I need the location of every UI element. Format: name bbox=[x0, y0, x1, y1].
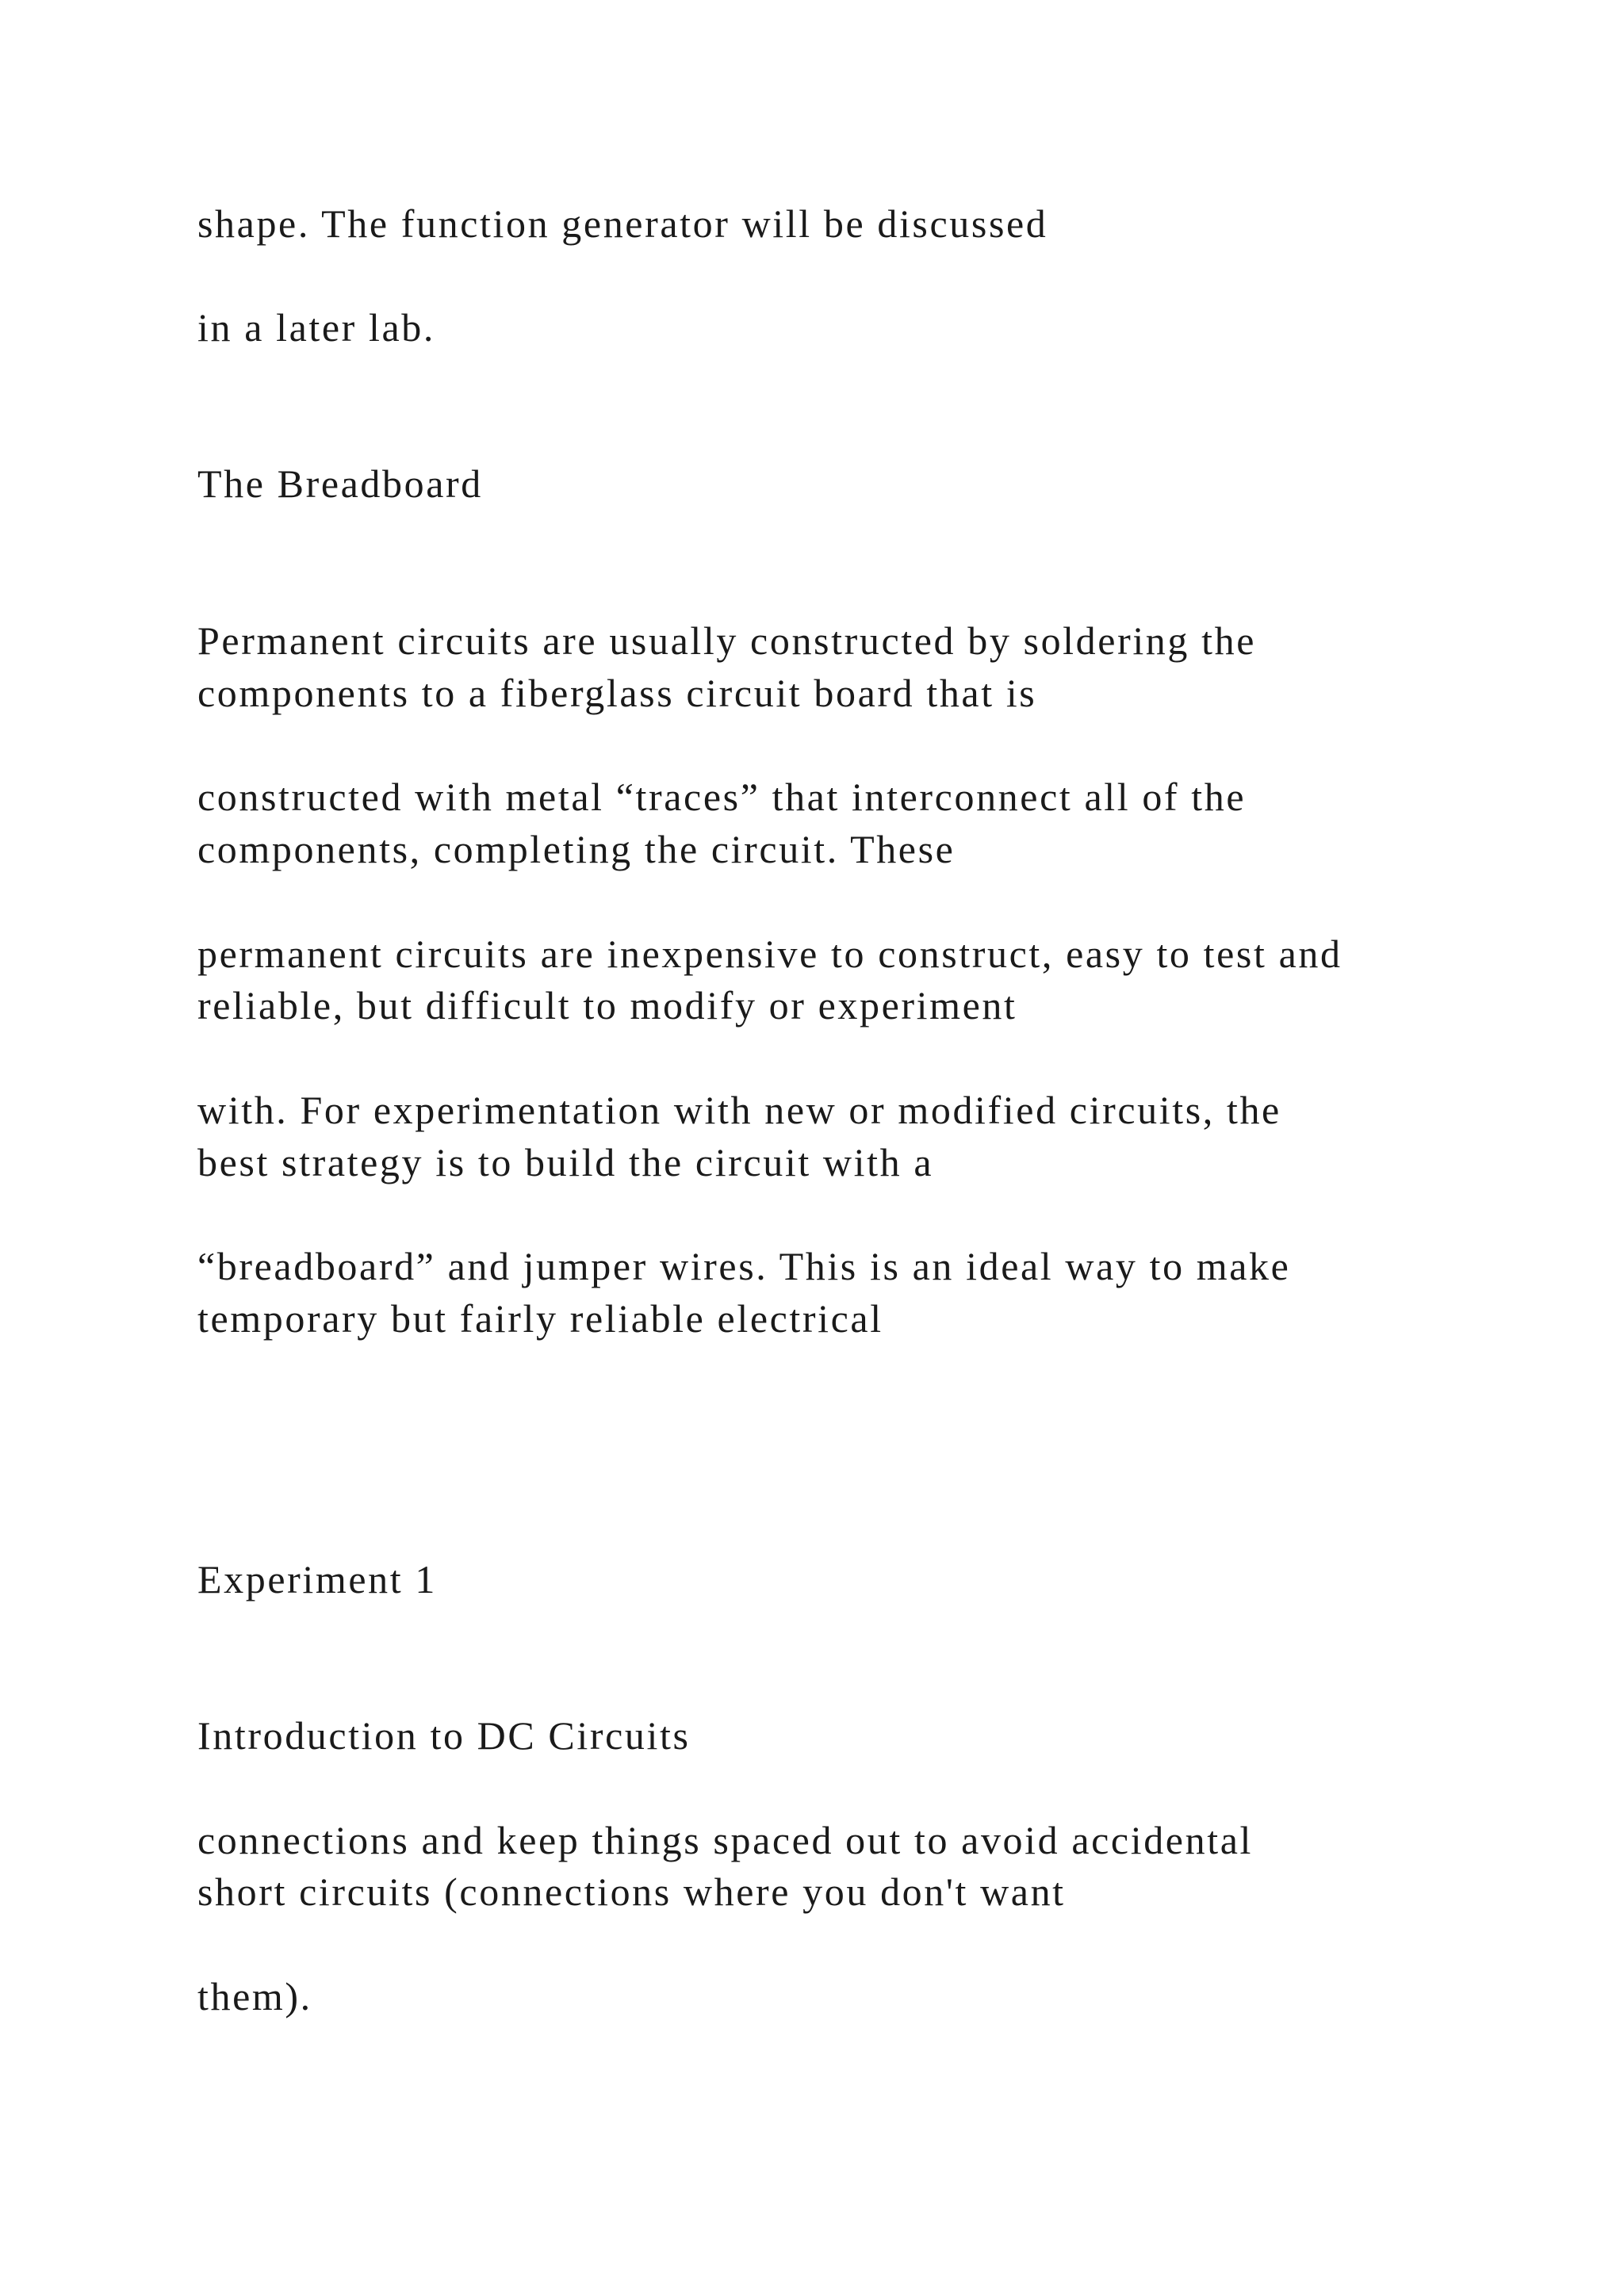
permanent-line-4b: best strategy is to build the circuit with a bbox=[197, 1140, 934, 1184]
section-heading-breadboard: The Breadboard bbox=[197, 461, 483, 506]
intro-line-1: shape. The function generator will be discussed bbox=[197, 201, 1048, 246]
running-header-experiment: Experiment 1 bbox=[197, 1557, 437, 1601]
permanent-line-2a: constructed with metal “traces” that interconnect all of the bbox=[197, 775, 1247, 819]
permanent-line-2b: components, completing the circuit. These bbox=[197, 827, 956, 871]
permanent-line-3a: permanent circuits are inexpensive to construct, easy to test and bbox=[197, 932, 1342, 976]
intro-line-2: in a later lab. bbox=[197, 305, 435, 350]
permanent-line-1b: components to a fiberglass circuit board that is bbox=[197, 671, 1037, 715]
running-header-title: Introduction to DC Circuits bbox=[197, 1713, 691, 1758]
connections-line-1b: short circuits (connections where you don't want bbox=[197, 1869, 1066, 1914]
connections-line-1a: connections and keep things spaced out to avoid accidental bbox=[197, 1818, 1253, 1862]
connections-line-2: them). bbox=[197, 1974, 312, 2019]
permanent-line-5a: “breadboard” and jumper wires. This is an ideal way to make bbox=[197, 1244, 1291, 1288]
permanent-line-4a: with. For experimentation with new or modified circuits, the bbox=[197, 1088, 1281, 1132]
permanent-line-1a: Permanent circuits are usually constructed by soldering the bbox=[197, 618, 1256, 663]
permanent-line-3b: reliable, but difficult to modify or experiment bbox=[197, 983, 1017, 1027]
permanent-line-5b: temporary but fairly reliable electrical bbox=[197, 1296, 883, 1341]
